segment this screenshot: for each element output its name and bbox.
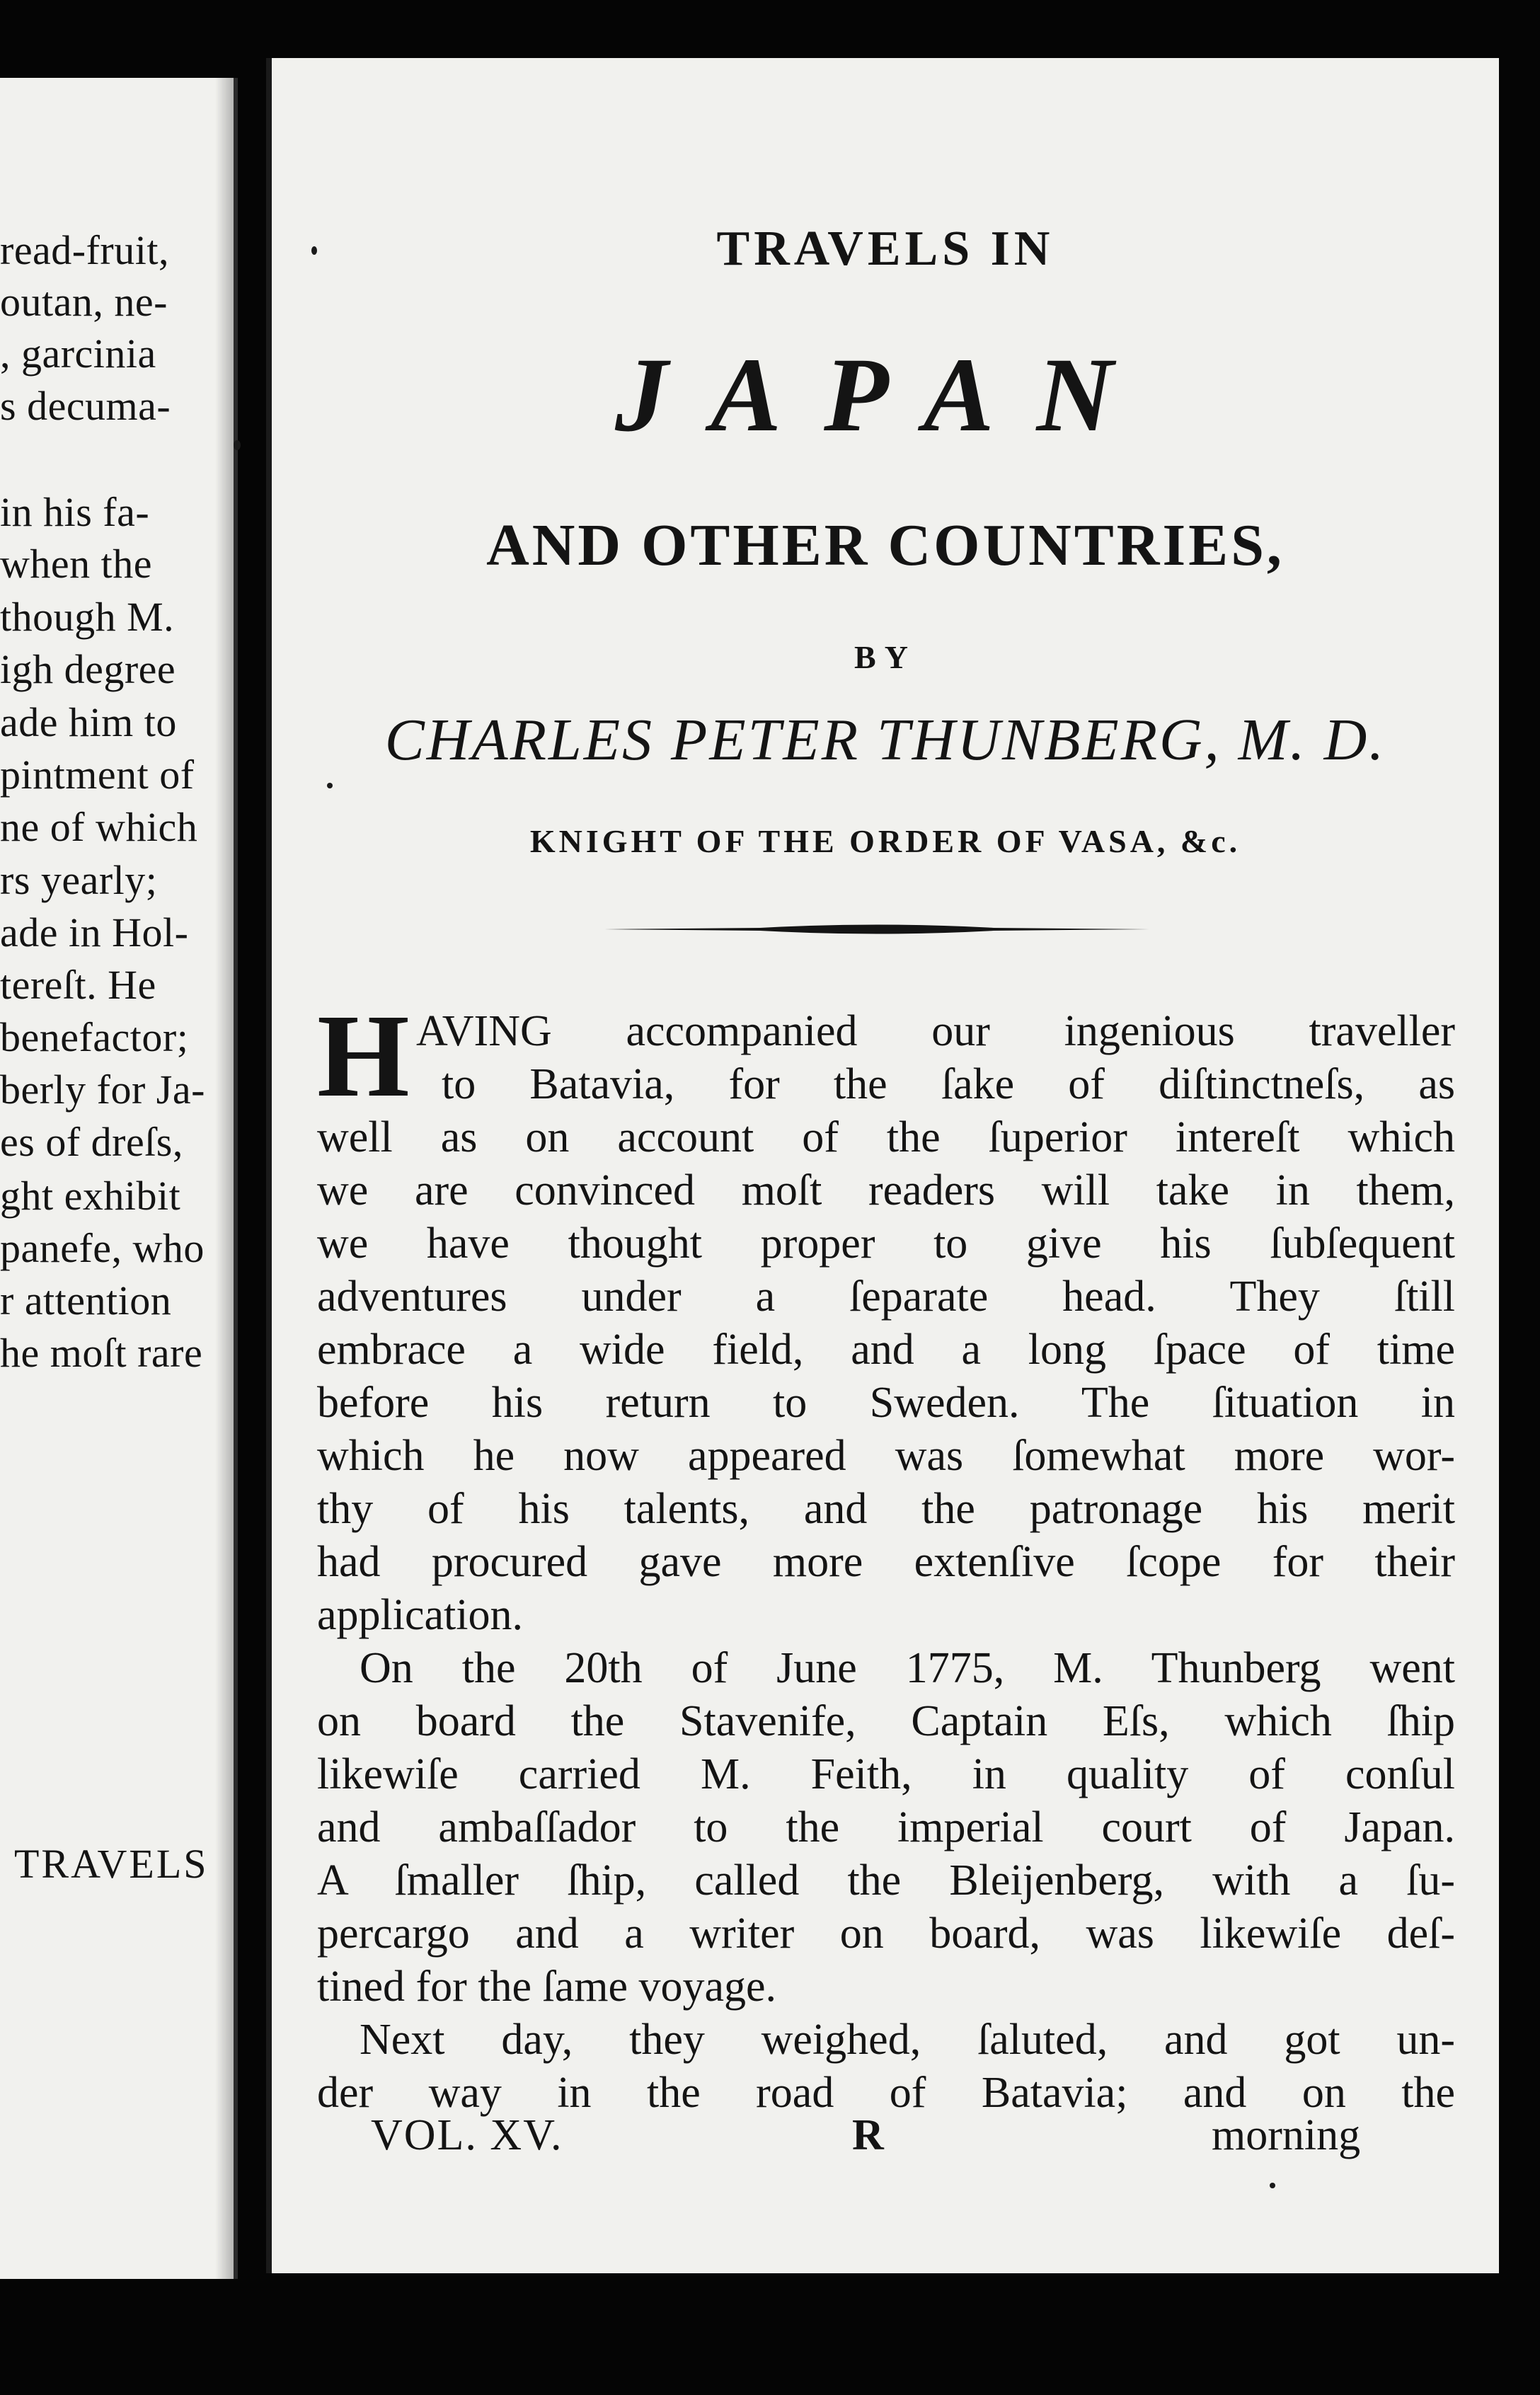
body-line: adventures under a ſeparate head. They ſtill — [317, 1273, 1455, 1321]
left-line: outan, ne- — [0, 279, 168, 325]
body-line: thy of his talents, and the patronage his merit — [317, 1485, 1455, 1533]
author-name: CHARLES PETER THUNBERG, M. D. — [384, 707, 1386, 773]
body-line: which he now appeared was ſomewhat more wor- — [317, 1432, 1455, 1480]
title-japan: JAPAN — [615, 336, 1156, 454]
left-line: though M. — [0, 594, 175, 640]
body-line: A ſmaller ſhip, called the Bleijenberg, with a ſu- — [317, 1856, 1455, 1905]
left-catchword: TRAVELS — [14, 1841, 209, 1887]
body-line: we have thought proper to give his ſubſequent — [317, 1219, 1455, 1268]
subtitle: AND OTHER COUNTRIES, — [486, 512, 1285, 578]
left-page-fragment — [0, 78, 238, 2279]
left-line: ade in Hol- — [0, 909, 189, 955]
running-title: TRAVELS IN — [716, 222, 1055, 276]
volume-number: VOL. XV. — [371, 2111, 563, 2159]
left-line: read-fruit, — [0, 227, 169, 273]
body-line: had procured gave more extenſive ſcope for their — [317, 1538, 1455, 1586]
body-line: likewiſe carried M. Feith, in quality of conſul — [317, 1750, 1455, 1798]
ornamental-rule — [604, 921, 1149, 937]
left-line: in his fa- — [0, 489, 150, 535]
left-line: when the — [0, 541, 152, 587]
left-line: tereſt. He — [0, 962, 156, 1008]
ink-speck — [311, 246, 317, 255]
body-line: application. — [317, 1591, 523, 1639]
ink-speck — [1270, 2183, 1275, 2188]
left-line: igh degree — [0, 646, 176, 692]
body-line: and ambaſſador to the imperial court of Japan. — [317, 1803, 1455, 1851]
body-line: on board the Stavenife, Captain Eſs, which ſhip — [317, 1697, 1455, 1745]
catchword: morning — [1212, 2111, 1361, 2159]
left-line: es of dreſs, — [0, 1119, 183, 1165]
body-line: AVING accompanied our ingenious traveller — [416, 1007, 1455, 1055]
page-gutter-shadow — [215, 78, 234, 2279]
left-line: berly for Ja- — [0, 1067, 205, 1113]
left-line: ne of which — [0, 804, 198, 850]
ink-speck — [327, 783, 333, 788]
left-line: rs yearly; — [0, 857, 158, 903]
signature-mark: R — [852, 2111, 884, 2159]
left-line: benefactor; — [0, 1014, 189, 1060]
left-line: , garcinia — [0, 331, 156, 377]
left-line: he moſt rare — [0, 1330, 203, 1376]
body-line: to Batavia, for the ſake of diſtinctneſs, as — [442, 1060, 1455, 1108]
body-line: before his return to Sweden. The ſituation in — [317, 1379, 1455, 1427]
left-line: pintment of — [0, 752, 195, 798]
body-line: embrace a wide field, and a long ſpace of time — [317, 1326, 1455, 1374]
main-page — [266, 58, 1499, 2273]
ink-speck — [234, 440, 241, 450]
author-honorific: KNIGHT OF THE ORDER OF VASA, &c. — [529, 823, 1241, 859]
left-line: panefe, who — [0, 1225, 205, 1271]
body-line: percargo and a writer on board, was likewiſe deſ- — [317, 1909, 1455, 1958]
by-line: BY — [854, 639, 916, 675]
body-line: tined for the ſame voyage. — [317, 1963, 777, 2011]
body-line: Next day, they weighed, ſaluted, and got un- — [360, 2016, 1455, 2064]
drop-cap: H — [317, 990, 410, 1122]
left-line: s decuma- — [0, 383, 171, 429]
left-line: ade him to — [0, 699, 177, 745]
body-line: well as on account of the ſuperior intereſt which — [317, 1113, 1455, 1161]
body-line: der way in the road of Batavia; and on the — [317, 2069, 1455, 2117]
left-line: r attention — [0, 1277, 172, 1323]
body-line: we are convinced moſt readers will take in them, — [317, 1166, 1455, 1214]
body-line: On the 20th of June 1775, M. Thunberg went — [360, 1644, 1455, 1692]
left-line: ght exhibit — [0, 1173, 181, 1219]
